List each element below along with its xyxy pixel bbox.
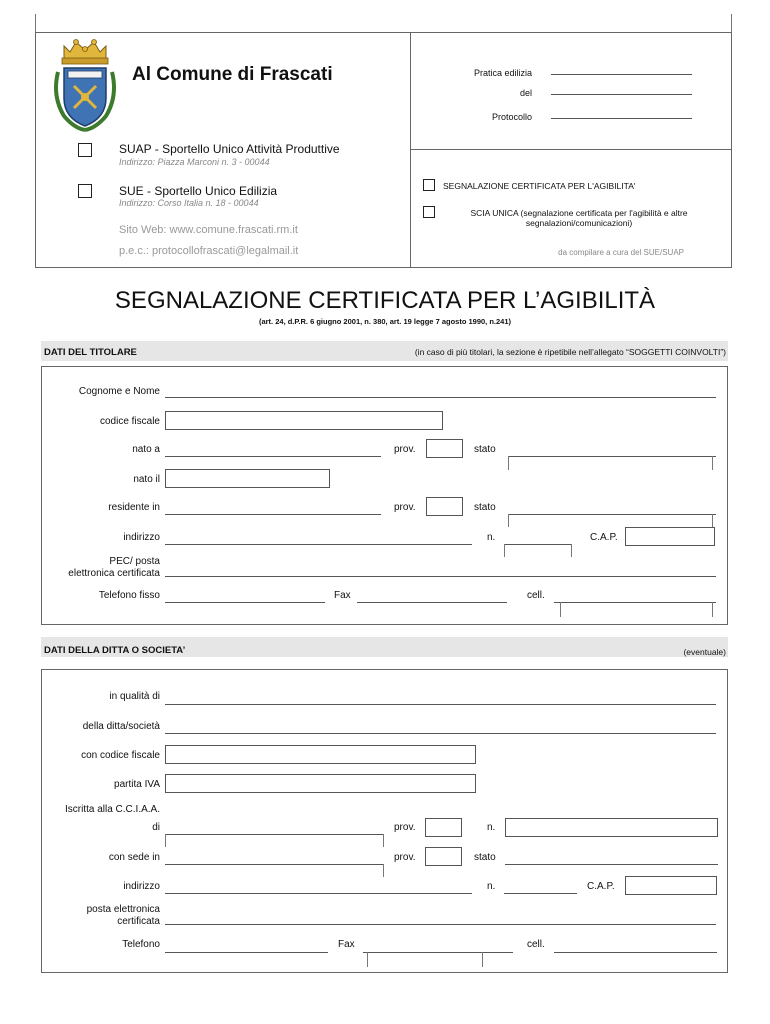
- field-tick: [482, 952, 483, 967]
- indirizzo-label: indirizzo: [123, 532, 160, 543]
- pec-address[interactable]: p.e.c.: protocollofrascati@legalmail.it: [119, 245, 299, 257]
- cognome-nome-field[interactable]: [165, 397, 716, 398]
- nato-il-field[interactable]: [165, 469, 330, 488]
- ditta-label: della ditta/società: [82, 721, 160, 732]
- sue-address: Indirizzo: Corso Italia n. 18 - 00044: [119, 198, 259, 208]
- ditta-pec-label-2: certificata: [117, 916, 160, 927]
- codice-fiscale-label: codice fiscale: [99, 416, 160, 427]
- website-link[interactable]: Sito Web: www.comune.frascati.rm.it: [119, 224, 298, 236]
- codice-fiscale-field[interactable]: [165, 411, 443, 430]
- field-tick: [712, 602, 713, 617]
- nato-prov-label: prov.: [394, 444, 416, 455]
- sue-checkbox[interactable]: [78, 184, 92, 198]
- field-tick: [712, 514, 713, 527]
- scia-unica-label: SCIA UNICA (segnalazione certificata per l'agibilità e altre segnalazioni/comunicazioni): [470, 208, 688, 228]
- cognome-nome-label: Cognome e Nome: [78, 386, 160, 397]
- ditta-fax-label: Fax: [338, 939, 355, 950]
- field-tick: [560, 602, 561, 617]
- field-tick: [367, 952, 368, 967]
- cap-field[interactable]: [625, 527, 715, 546]
- fax-field[interactable]: [357, 602, 507, 603]
- field-tick: [504, 544, 505, 557]
- sede-prov-label: prov.: [394, 852, 416, 863]
- cciaa-label-1: Iscritta alla C.C.I.A.A.: [64, 804, 160, 815]
- field-tick: [165, 834, 166, 847]
- pec-label-1: PEC/ posta: [109, 556, 160, 567]
- del-label: del: [519, 88, 532, 98]
- nato-a-field[interactable]: [165, 456, 381, 457]
- nato-a-label: nato a: [132, 444, 160, 455]
- partita-iva-field[interactable]: [165, 774, 476, 793]
- civico-field[interactable]: [504, 544, 572, 545]
- agibilita-label: SEGNALAZIONE CERTIFICATA PER L'AGIBILITA': [443, 181, 636, 191]
- partita-iva-label: partita IVA: [114, 779, 160, 790]
- pec-label-2: elettronica certificata: [68, 568, 160, 579]
- cciaa-n-field[interactable]: [505, 818, 718, 837]
- sede-stato-field[interactable]: [505, 864, 718, 865]
- sede-stato-label: stato: [474, 852, 496, 863]
- nato-stato-field[interactable]: [508, 456, 716, 457]
- ditta-fax-field[interactable]: [363, 952, 513, 953]
- ditta-codice-fiscale-field[interactable]: [165, 745, 476, 764]
- compilare-note: da compilare a cura del SUE/SUAP: [558, 248, 684, 257]
- field-tick: [383, 864, 384, 877]
- ditta-civico-field[interactable]: [504, 893, 577, 894]
- telefono-fisso-field[interactable]: [165, 602, 325, 603]
- ditta-codice-fiscale-label: con codice fiscale: [81, 750, 160, 761]
- titolare-section: [41, 366, 728, 625]
- residente-stato-field[interactable]: [508, 514, 716, 515]
- titolare-heading: DATI DEL TITOLARE: [44, 347, 137, 358]
- telefono-fisso-label: Telefono fisso: [98, 590, 160, 601]
- ditta-note: (eventuale): [683, 647, 726, 657]
- header-divider: [410, 32, 411, 268]
- field-tick: [508, 456, 509, 470]
- ditta-telefono-field[interactable]: [165, 952, 328, 953]
- ditta-field[interactable]: [165, 733, 716, 734]
- suap-address: Indirizzo: Piazza Marconi n. 3 - 00044: [119, 157, 270, 167]
- ditta-cell-label: cell.: [527, 939, 545, 950]
- cciaa-field[interactable]: [165, 834, 383, 835]
- scia-unica-checkbox[interactable]: [423, 206, 435, 218]
- document-title: SEGNALAZIONE CERTIFICATA PER L’AGIBILITÀ: [114, 287, 656, 314]
- sede-prov-field[interactable]: [425, 847, 462, 866]
- pratica-field[interactable]: [551, 74, 692, 75]
- protocollo-label: Protocollo: [491, 112, 532, 122]
- cap-label: C.A.P.: [590, 532, 618, 543]
- ditta-pec-field[interactable]: [165, 924, 716, 925]
- fax-label: Fax: [334, 590, 351, 601]
- residente-prov-label: prov.: [394, 502, 416, 513]
- cciaa-prov-label: prov.: [394, 822, 416, 833]
- protocollo-field[interactable]: [551, 118, 692, 119]
- titolare-note: (in caso di più titolari, la sezione è ripetibile nell’allegato “SOGGETTI COINVOLTI”): [414, 347, 726, 357]
- ditta-cap-label: C.A.P.: [587, 881, 615, 892]
- nato-prov-field[interactable]: [426, 439, 463, 458]
- cciaa-prov-field[interactable]: [425, 818, 462, 837]
- civico-label: n.: [487, 532, 496, 543]
- residente-label: residente in: [108, 502, 160, 513]
- field-tick: [712, 456, 713, 470]
- ditta-section-header: [41, 637, 728, 657]
- qualita-field[interactable]: [165, 704, 716, 705]
- ditta-indirizzo-label: indirizzo: [123, 881, 160, 892]
- crop-mark: [35, 14, 36, 32]
- titolare-section-header: [41, 341, 728, 361]
- sue-label: SUE - Sportello Unico Edilizia: [119, 184, 278, 198]
- cell-label: cell.: [527, 590, 545, 601]
- cciaa-n-label: n.: [487, 822, 496, 833]
- document-subtitle: (art. 24, d.P.R. 6 giugno 2001, n. 380, art. 19 legge 7 agosto 1990, n.241): [258, 317, 512, 326]
- pratica-label: Pratica edilizia: [473, 68, 532, 78]
- header-title: Al Comune di Frascati: [132, 64, 333, 85]
- residente-prov-field[interactable]: [426, 497, 463, 516]
- crop-mark: [731, 14, 732, 32]
- agibilita-checkbox[interactable]: [423, 179, 435, 191]
- ditta-telefono-label: Telefono: [122, 939, 160, 950]
- del-field[interactable]: [551, 94, 692, 95]
- ditta-cap-field[interactable]: [625, 876, 717, 895]
- ditta-indirizzo-field[interactable]: [165, 893, 472, 894]
- pec-field[interactable]: [165, 576, 716, 577]
- residente-stato-label: stato: [474, 502, 496, 513]
- ditta-cell-field[interactable]: [554, 952, 717, 953]
- ditta-heading: DATI DELLA DITTA O SOCIETA’: [44, 645, 186, 656]
- field-tick: [508, 514, 509, 527]
- field-tick: [383, 834, 384, 847]
- sede-field[interactable]: [165, 864, 383, 865]
- residente-field[interactable]: [165, 514, 381, 515]
- ditta-pec-label-1: posta elettronica: [86, 904, 160, 915]
- header-right-divider: [410, 149, 732, 150]
- indirizzo-field[interactable]: [165, 544, 472, 545]
- field-tick: [571, 544, 572, 557]
- ditta-civico-label: n.: [487, 881, 496, 892]
- suap-checkbox[interactable]: [78, 143, 92, 157]
- cciaa-label-2: di: [152, 822, 160, 833]
- suap-label: SUAP - Sportello Unico Attività Produttive: [119, 142, 340, 156]
- sede-label: con sede in: [108, 852, 160, 863]
- coat-of-arms-logo: [50, 36, 120, 136]
- nato-stato-label: stato: [474, 444, 496, 455]
- nato-il-label: nato il: [133, 474, 160, 485]
- qualita-label: in qualità di: [109, 691, 160, 702]
- cell-field[interactable]: [554, 602, 716, 603]
